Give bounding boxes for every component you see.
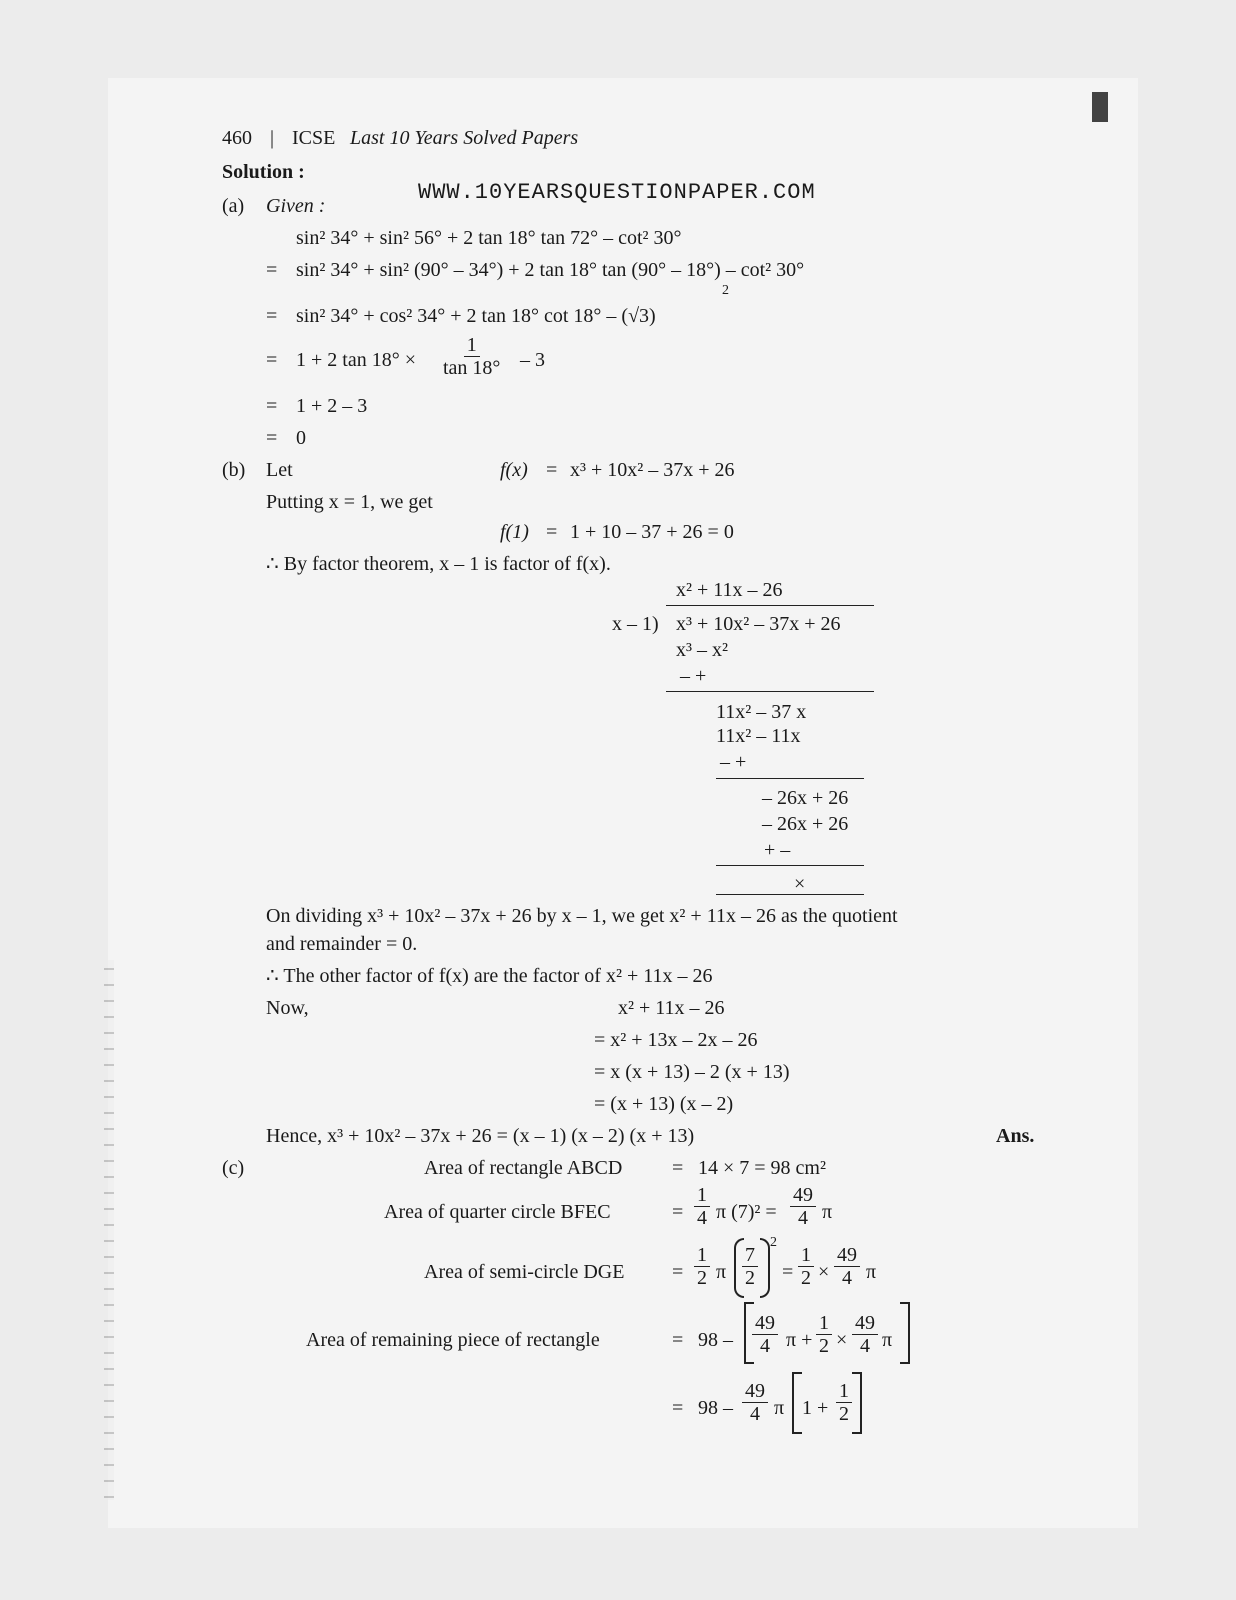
last-98: 98 – bbox=[698, 1397, 733, 1419]
remain-eq: = bbox=[672, 1329, 684, 1351]
book-title: Last 10 Years Solved Papers bbox=[350, 127, 579, 149]
quarter-pi: π bbox=[822, 1201, 833, 1223]
semi-eq-2: = bbox=[782, 1261, 794, 1283]
given-label: Given : bbox=[266, 195, 326, 217]
a-eq2: = bbox=[266, 305, 278, 327]
a-eq4: = bbox=[266, 395, 278, 417]
quarter-fraction-2 bbox=[790, 1184, 816, 1229]
a-line3: sin² 34° + cos² 34° + 2 tan 18° cot 18° – (√3) bbox=[296, 305, 656, 327]
semi-den-2: 2 bbox=[801, 1267, 811, 1289]
factor-theorem: ∴ By factor theorem, x – 1 is factor of f(x). bbox=[266, 553, 611, 575]
factor-step3: = x (x + 13) – 2 (x + 13) bbox=[594, 1061, 790, 1083]
last-num-2: 1 bbox=[836, 1380, 852, 1403]
semi-pi-2: π bbox=[866, 1261, 877, 1283]
last-bracket-left bbox=[792, 1372, 802, 1434]
remain-bracket-right bbox=[900, 1302, 910, 1364]
a-fraction-den: tan 18° bbox=[443, 357, 501, 379]
remain-num-3: 49 bbox=[852, 1312, 878, 1335]
semi-inner-den: 2 bbox=[745, 1267, 755, 1289]
semi-eq: = bbox=[672, 1261, 684, 1283]
division-line3 bbox=[716, 865, 864, 866]
remain-num-2: 1 bbox=[816, 1312, 832, 1335]
let-label: Let bbox=[266, 459, 293, 481]
rect-area-value: 14 × 7 = 98 cm² bbox=[698, 1157, 826, 1179]
division-line2 bbox=[716, 778, 864, 779]
semi-den: 2 bbox=[697, 1267, 707, 1289]
a-line4-right: – 3 bbox=[520, 349, 545, 371]
remain-den-2: 2 bbox=[819, 1335, 829, 1357]
division-quotient: x² + 11x – 26 bbox=[676, 579, 783, 601]
division-line1 bbox=[666, 691, 874, 692]
last-bracket-right bbox=[852, 1372, 862, 1434]
rect-eq: = bbox=[672, 1157, 684, 1179]
semi-num-2: 1 bbox=[798, 1244, 814, 1267]
remain-fraction-1 bbox=[752, 1312, 778, 1357]
last-pi: π bbox=[774, 1397, 785, 1419]
semi-fraction bbox=[694, 1244, 710, 1289]
semi-inner-fraction bbox=[742, 1244, 758, 1289]
part-b-label: (b) bbox=[222, 459, 246, 481]
last-one-plus: 1 + bbox=[802, 1397, 829, 1419]
quarter-num-2: 49 bbox=[790, 1184, 816, 1207]
remain-area-label: Area of remaining piece of rectangle bbox=[306, 1329, 600, 1351]
a-line5: 1 + 2 – 3 bbox=[296, 395, 368, 417]
last-den: 4 bbox=[750, 1403, 760, 1425]
semi-exponent: 2 bbox=[770, 1235, 777, 1250]
dividing-text-2: and remainder = 0. bbox=[266, 933, 418, 955]
a-eq5: = bbox=[266, 427, 278, 449]
now-label: Now, bbox=[266, 997, 309, 1019]
division-line4 bbox=[716, 894, 864, 895]
quarter-num: 1 bbox=[694, 1184, 710, 1207]
fx-lhs: f(x) bbox=[500, 459, 528, 481]
a-line3-exponent: 2 bbox=[722, 283, 729, 298]
binding-edge bbox=[104, 960, 114, 1500]
division-bar bbox=[666, 605, 874, 606]
semi-inner-num: 7 bbox=[742, 1244, 758, 1267]
part-a-label: (a) bbox=[222, 195, 245, 217]
last-fraction-2 bbox=[836, 1380, 852, 1425]
watermark: WWW.10YEARSQUESTIONPAPER.COM bbox=[418, 180, 816, 205]
semi-den-3: 4 bbox=[842, 1267, 852, 1289]
quarter-mid: π (7)² = bbox=[716, 1201, 777, 1223]
f1-eq: = bbox=[546, 521, 558, 543]
division-sign1: – + bbox=[680, 665, 707, 687]
division-sub2: 11x² – 11x bbox=[716, 725, 801, 747]
division-sign3: + – bbox=[764, 839, 791, 861]
division-rem2: – 26x + 26 bbox=[762, 787, 849, 809]
division-rem1: 11x² – 37 x bbox=[716, 701, 807, 723]
division-dividend: x³ + 10x² – 37x + 26 bbox=[676, 613, 841, 635]
answer-label: Ans. bbox=[996, 1125, 1035, 1147]
semi-fraction-3 bbox=[834, 1244, 860, 1289]
remain-times: × bbox=[836, 1329, 848, 1351]
quarter-fraction bbox=[694, 1184, 710, 1229]
factor-step2: = x² + 13x – 2x – 26 bbox=[594, 1029, 758, 1051]
division-sub3: – 26x + 26 bbox=[762, 813, 849, 835]
semi-num-3: 49 bbox=[834, 1244, 860, 1267]
quarter-den-2: 4 bbox=[798, 1207, 808, 1229]
remain-98: 98 – bbox=[698, 1329, 733, 1351]
header-separator: | bbox=[270, 127, 275, 149]
page-number: 460 bbox=[222, 127, 252, 149]
f1-rhs: 1 + 10 – 37 + 26 = 0 bbox=[570, 521, 734, 543]
a-line2: sin² 34° + sin² (90° – 34°) + 2 tan 18° tan (90° – 18°) – cot² 30° bbox=[296, 259, 805, 281]
a-fraction-num: 1 bbox=[464, 334, 480, 357]
remain-pi: π bbox=[882, 1329, 893, 1351]
a-line1: sin² 34° + sin² 56° + 2 tan 18° tan 72° – cot² 30° bbox=[296, 227, 682, 249]
fx-eq: = bbox=[546, 459, 558, 481]
part-c-label: (c) bbox=[222, 1157, 245, 1179]
last-fraction bbox=[742, 1380, 768, 1425]
remain-fraction-3 bbox=[852, 1312, 878, 1357]
factor-step4: = (x + 13) (x – 2) bbox=[594, 1093, 734, 1115]
remain-pi-plus: π + bbox=[786, 1329, 813, 1351]
dividing-text-1: On dividing x³ + 10x² – 37x + 26 by x – 1, we get x² + 11x – 26 as the quotient bbox=[266, 905, 898, 927]
last-num: 49 bbox=[742, 1380, 768, 1403]
semi-fraction-2 bbox=[798, 1244, 814, 1289]
division-final: × bbox=[794, 873, 806, 895]
a-line6: 0 bbox=[296, 427, 306, 449]
a-fraction bbox=[440, 334, 503, 379]
quarter-eq: = bbox=[672, 1201, 684, 1223]
hence-text: Hence, x³ + 10x² – 37x + 26 = (x – 1) (x – 2) (x + 13) bbox=[266, 1125, 695, 1147]
remain-den-1: 4 bbox=[760, 1335, 770, 1357]
factor-step1: x² + 11x – 26 bbox=[618, 997, 725, 1019]
a-eq1: = bbox=[266, 259, 278, 281]
putting-text: Putting x = 1, we get bbox=[266, 491, 433, 513]
fx-rhs: x³ + 10x² – 37x + 26 bbox=[570, 459, 735, 481]
page-sheet bbox=[108, 78, 1138, 1528]
a-line4-left: 1 + 2 tan 18° × bbox=[296, 349, 416, 371]
f1-lhs: f(1) bbox=[500, 521, 529, 543]
a-eq3: = bbox=[266, 349, 278, 371]
division-sign2: – + bbox=[720, 751, 747, 773]
division-divisor: x – 1) bbox=[612, 613, 659, 635]
division-sub1: x³ – x² bbox=[676, 639, 728, 661]
remain-fraction-2 bbox=[816, 1312, 832, 1357]
quarter-den: 4 bbox=[697, 1207, 707, 1229]
solution-heading: Solution : bbox=[222, 161, 305, 183]
semi-area-label: Area of semi-circle DGE bbox=[424, 1261, 625, 1283]
book-prefix: ICSE bbox=[292, 127, 336, 149]
semi-pi: π bbox=[716, 1261, 727, 1283]
semi-times: × bbox=[818, 1261, 830, 1283]
semi-num: 1 bbox=[694, 1244, 710, 1267]
semi-paren-right bbox=[760, 1238, 770, 1298]
scan-mark bbox=[1092, 92, 1108, 122]
rect-area-label: Area of rectangle ABCD bbox=[424, 1157, 623, 1179]
quarter-area-label: Area of quarter circle BFEC bbox=[384, 1201, 611, 1223]
other-factor-text: ∴ The other factor of f(x) are the factor of x² + 11x – 26 bbox=[266, 965, 713, 987]
last-den-2: 2 bbox=[839, 1403, 849, 1425]
remain-num-1: 49 bbox=[752, 1312, 778, 1335]
remain-den-3: 4 bbox=[860, 1335, 870, 1357]
last-eq: = bbox=[672, 1397, 684, 1419]
